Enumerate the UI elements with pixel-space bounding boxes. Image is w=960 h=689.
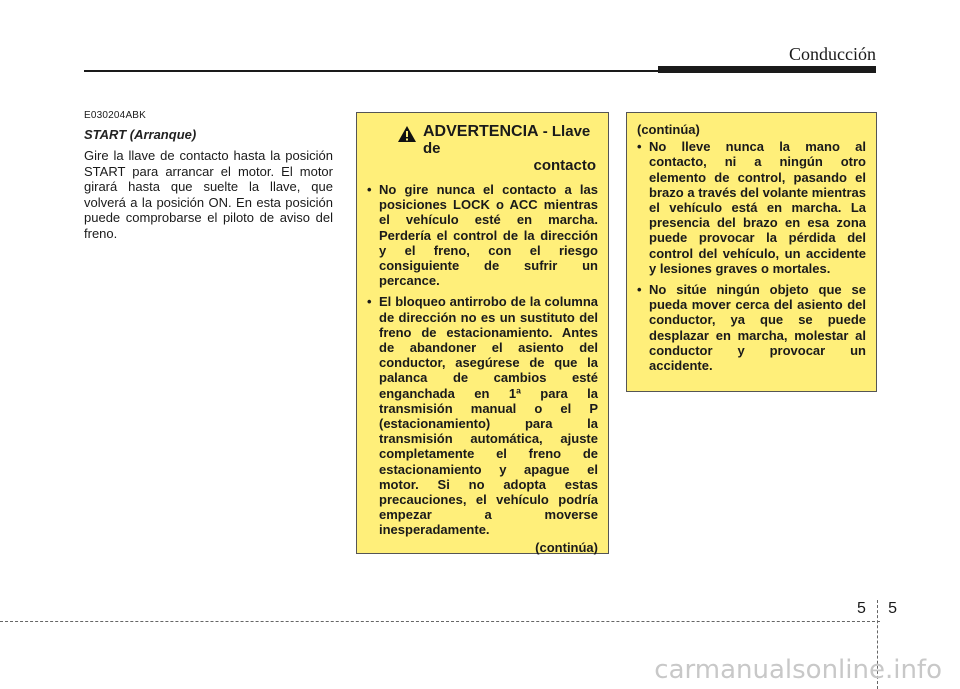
section-start bbox=[84, 110, 333, 242]
section-code: E030204ABK bbox=[84, 110, 147, 121]
chapter-number: 5 bbox=[857, 600, 866, 617]
page-header-title: Conducción bbox=[789, 44, 876, 64]
warning-list bbox=[637, 139, 866, 373]
warning-list bbox=[367, 182, 598, 538]
header-rule-thin bbox=[84, 70, 660, 72]
section-body: Gire la llave de contacto hasta la posición START para arrancar el motor. El motor girará hasta que suelte la llave, que volverá a la posición ON. En esta posición puede comprobarse el piloto de aviso del freno. bbox=[84, 148, 333, 241]
warning-heading-rest: - Llave de bbox=[423, 123, 591, 157]
footer-divider bbox=[0, 621, 880, 622]
warning-box-continued bbox=[626, 112, 877, 392]
warning-heading-word: ADVERTENCIA bbox=[423, 123, 539, 140]
warning-item: • El bloqueo antirrobo de la columna de dirección no es un sustituto del freno de estacionamiento. Antes de abandoner el asiento del conductor, asegúrese de que la palanca de cambios esté enganchada en 1ª para la transmisión manual o el P (estacionamiento) para la transmisión automática, ajuste completamente el freno de estacionamiento y apague el motor. Si no adopta estas precauciones, el vehículo podría empezar a moverse inesperadamente. bbox=[367, 294, 598, 537]
warning-triangle-icon bbox=[397, 125, 417, 143]
section-subtitle: START (Arranque) bbox=[84, 127, 197, 142]
warning-heading-line2: contacto bbox=[533, 157, 596, 174]
continued-label: (continúa) bbox=[637, 122, 700, 137]
header-rule-thick bbox=[658, 66, 876, 73]
watermark: carmanualsonline.info bbox=[654, 655, 942, 685]
warning-box-ignition bbox=[356, 112, 609, 554]
page-index: 5 bbox=[888, 600, 897, 617]
warning-item: • No lleve nunca la mano al contacto, ni a ningún otro elemento de control, pasando el brazo a través del volante mientras el vehículo está en marcha. La presencia del brazo en esa zona puede provocar la pérdida del control del vehículo, un accidente y lesiones graves o mortales. bbox=[637, 139, 866, 276]
continued-label: (continúa) bbox=[535, 539, 598, 555]
warning-item: • No gire nunca el contacto a las posiciones LOCK o ACC mientras el vehículo esté en marcha. Perdería el control de la dirección y el freno, con el riesgo consiguiente de sufrir un percance. bbox=[367, 182, 598, 288]
warning-heading bbox=[367, 123, 598, 174]
warning-item: • No sitúe ningún objeto que se pueda mover cerca del asiento del conductor, ya que se puede desplazar en marcha, molestar al conductor y provocar un accidente. bbox=[637, 282, 866, 373]
page-number bbox=[857, 600, 897, 618]
